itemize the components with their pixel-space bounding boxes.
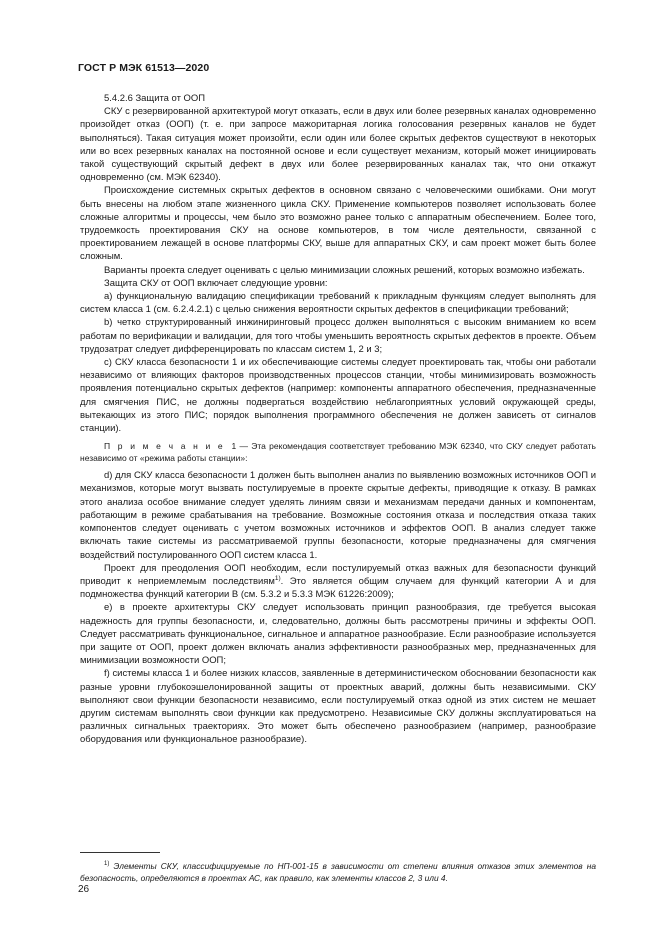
list-item-b: b) четко структурированный инжиниринговый процесс должен выполняться с высоким вниманием ко всем работам по верификации и валидации, для того чтобы уменьшить вероятность скрытых дефектов в проекте. Объем трудозатрат следует дифференцировать по классам систем 1, 2 и 3; <box>80 317 596 355</box>
paragraph-3: Варианты проекта следует оценивать с целью минимизации сложных решений, которых возможно избежать. <box>104 264 585 276</box>
section-heading: 5.4.2.6 Защита от ООП <box>104 93 206 104</box>
note-text: 1 — Эта рекомендация соответствует требованию МЭК 62340, что СКУ следует работать независимо от «режима работы станции»: <box>80 441 596 464</box>
document-body <box>80 92 596 747</box>
list-item-a: a) функциональную валидацию спецификации требований к прикладным функциям следует выполнять для систем класса 1 (см. 6.2.4.2.1) с целью снижения вероятности скрытых дефектов в спецификации требований; <box>80 291 596 316</box>
paragraph-1: СКУ с резервированной архитектурой могут отказать, если в двух или более резервных каналах одновременно произойдет отказ (ООП) (т. е. при запросе мажоритарная логика голосования резервных каналов не будет выполняться). Такая ситуация может произойти, если один или более скрытых дефектов существуют в некоторых или во всех резервных каналах на постоянной основе и если существует механизм, который может инициировать такой существующий скрытый дефект в двух или более резервированных каналах так, что они откажут одновременно (см. МЭК 62340). <box>80 106 596 184</box>
paragraph-2: Происхождение системных скрытых дефектов в основном связано с человеческими ошибками. Они могут быть внесены на любом этапе жизненного цикла СКУ. Применение компьютеров позволяет использовать более сложные алгоритмы и процессы, чем было это возможно ранее только с аппаратным обеспечением. Более того, трудоемкость проектирования СКУ на основе компьютеров, в том числе деятельности, связанной с проектированием лежащей в основе платформы СКУ, выше для аппаратных СКУ, и сам проект может быть более сложным. <box>80 185 596 263</box>
page-number: 26 <box>78 884 90 895</box>
paragraph-5 <box>80 562 596 602</box>
list-item-d: d) для СКУ класса безопасности 1 должен быть выполнен анализ по выявлению возможных источников ООП и механизмов, которые могут вызвать постулируемые в проекте скрытые дефекты, приводящие к отказу. В рамках этого анализа особое внимание следует уделять линиям связи и механизмам передачи данных и компонентам, работающим в режиме срабатывания на требование. Возможные состояния отказа и последствия отказа таких компонентов следует оценивать с учетом возможных источников и эффектов ООП. В анализ следует также включать такие системы из рассматриваемой группы безопасности, которые предназначены для смягчения воздействий постулированного ООП систем класса 1. <box>80 470 596 561</box>
footnote <box>80 858 596 884</box>
list-item-f: f) системы класса 1 и более низких классов, заявленные в детерминистическом обосновании безопасности как разные уровни глубокоэшелонированной защиты от проектных аварий, должны быть независимыми. СКУ выполняют свои функции безопасности независимо, если постулируемый отказ одной из этих систем не мешает другим системам выполнять свои функции как предусмотрено. Независимые СКУ должны эксплуатироваться на различных сигнальных траекториях. Это может быть обеспечено разнообразием (например, разнообразие оборудования или функциональное разнообразие). <box>80 668 596 746</box>
paragraph-5-text: Проект для преодоления ООП необходим, если постулируемый отказ важных для безопасности функций приводит к неприемлемым последствиям <box>80 562 596 587</box>
footnote-divider <box>80 852 160 853</box>
list-item-e: e) в проекте архитектуры СКУ следует использовать принцип разнообразия, где требуется высокая надежность для группы безопасности, и, следовательно, должны быть рассмотрены причины и эффекты ООП. Следует рассматривать функциональное, сигнальное и аппаратное разнообразие. Если разнообразие используется при защите от ООП, проект должен включать анализ эффективности разнообразных мер, предназначенных для минимизации возможности ООП; <box>80 602 596 667</box>
paragraph-5-text-end: . Это является общим случаем для функций категории А и для подмножества функций категории В (см. 5.3.2 и 5.3.3 МЭК 61226:2009); <box>80 575 596 601</box>
note-1 <box>80 440 596 464</box>
list-item-c: c) СКУ класса безопасности 1 и их обеспечивающие системы следует проектировать так, чтобы они работали независимо от влияющих факторов производственных процессов станции, чтобы минимизировать возможность проявления потенциально скрытых дефектов (например: компоненты аппаратного обеспечения, предназначенные для смягчения ПИС, не должны подвергаться воздействию неблагоприятных условий окружающей среды, вытекающих из этого ПИС; порядок выполнения программного обеспечения не должен зависеть от сигналов станции). <box>80 357 596 435</box>
note-label: П р и м е ч а н и е <box>104 441 225 452</box>
footnote-marker: 1) <box>104 861 110 867</box>
footnote-reference[interactable]: 1) <box>274 574 281 582</box>
document-header: ГОСТ Р МЭК 61513—2020 <box>78 62 210 74</box>
paragraph-4: Защита СКУ от ООП включает следующие уровни: <box>104 277 328 289</box>
footnote-text: Элементы СКУ, классифицируемые по НП-001-15 в зависимости от степени влияния отказов этих элементов на безопасность, определяются в проектах АС, как правило, как элементы классов 2, 3 или 4. <box>80 860 596 883</box>
